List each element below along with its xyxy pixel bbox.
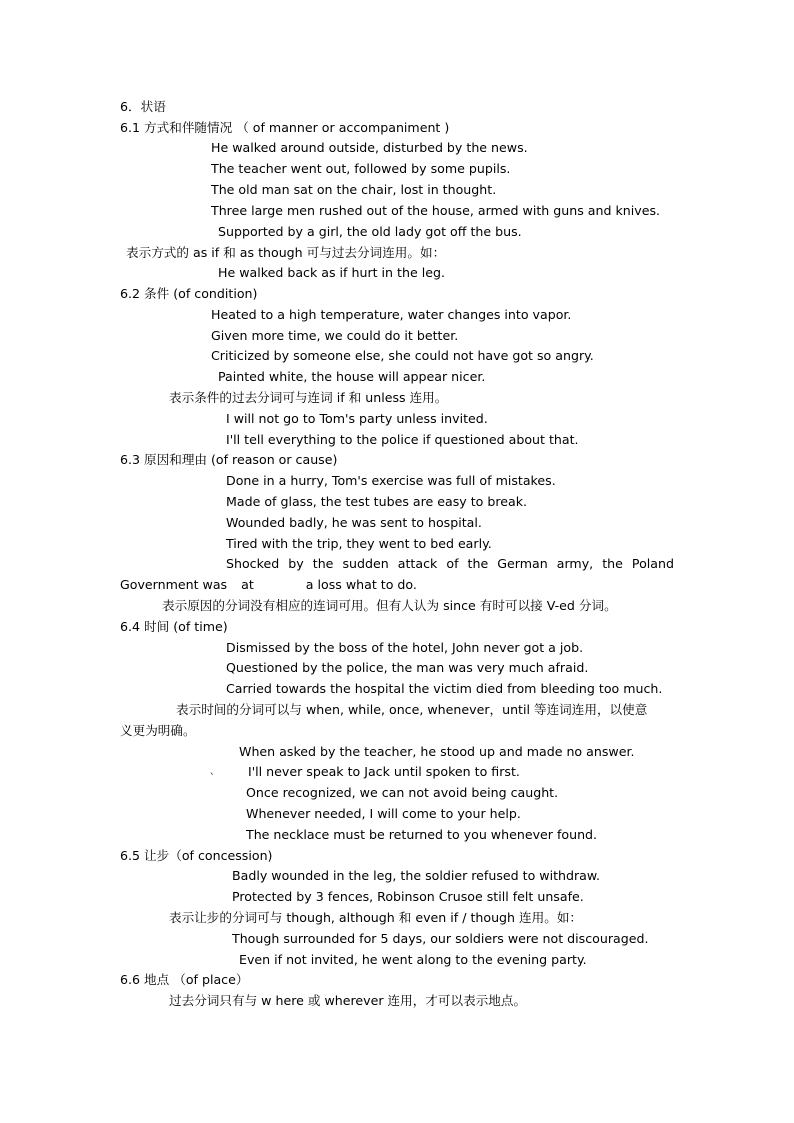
example-line: Once recognized, we can not avoid being caught.	[246, 785, 559, 800]
example-line: Painted white, the house will appear nicer.	[218, 369, 486, 384]
example-line: The old man sat on the chair, lost in thought.	[211, 182, 497, 197]
example-line: Done in a hurry, Tom's exercise was full of mistakes.	[226, 473, 556, 488]
example-line: He walked back as if hurt in the leg.	[218, 265, 445, 280]
word: army,	[556, 556, 594, 571]
fragment: a loss what to do.	[305, 577, 417, 592]
example-line: Tired with the trip, they went to bed early.	[226, 536, 492, 551]
example-line: When asked by the teacher, he stood up and made no answer.	[239, 744, 635, 759]
example-line: The necklace must be returned to you whenever found.	[246, 827, 598, 842]
word: the	[312, 556, 334, 571]
example-line: Three large men rushed out of the house, armed with guns and knives.	[211, 203, 661, 218]
example-line: Made of glass, the test tubes are easy to break.	[226, 494, 528, 509]
heading-6-2: 6.2 条件 (of condition)	[120, 286, 258, 301]
example-line: I will not go to Tom's party unless invited.	[226, 411, 488, 426]
word: Poland	[631, 556, 674, 571]
example-line: I'll never speak to Jack until spoken to first.	[248, 764, 520, 779]
justified-example-line	[226, 556, 674, 572]
continued-example-line	[120, 577, 420, 593]
example-line: Whenever needed, I will come to your help.	[246, 806, 521, 821]
example-line: Wounded badly, he was sent to hospital.	[226, 515, 482, 530]
example-line: Dismissed by the boss of the hotel, John never got a job.	[226, 640, 584, 655]
example-line: Heated to a high temperature, water changes into vapor.	[211, 307, 572, 322]
example-line: Badly wounded in the leg, the soldier refused to withdraw.	[232, 868, 601, 883]
example-line: Given more time, we could do it better.	[211, 328, 459, 343]
word: of	[446, 556, 459, 571]
word: the	[467, 556, 489, 571]
example-line: Criticized by someone else, she could not have got so angry.	[211, 348, 594, 363]
example-line: I'll tell everything to the police if questioned about that.	[226, 432, 579, 447]
fragment: Government was	[120, 577, 228, 592]
example-line: Even if not invited, he went along to the evening party.	[239, 952, 587, 967]
word: sudden	[342, 556, 389, 571]
example-line: He walked around outside, disturbed by the news.	[211, 140, 528, 155]
word: the	[602, 556, 623, 571]
fragment: at	[241, 577, 254, 592]
heading-6-4: 6.4 时间 (of time)	[120, 619, 228, 634]
heading-6-5: 6.5 让步（of concession)	[120, 848, 273, 863]
note-line: 表示方式的 as if 和 as though 可与过去分词连用。如：	[126, 245, 446, 260]
word: Shocked	[226, 556, 280, 571]
example-line: Protected by 3 fences, Robinson Crusoe still felt unsafe.	[232, 889, 584, 904]
word: by	[288, 556, 304, 571]
heading-6-1: 6.1 方式和伴随情况 （ of manner or accompaniment )	[120, 120, 450, 135]
stray-mark: 、	[210, 767, 220, 777]
example-line: The teacher went out, followed by some pupils.	[211, 161, 511, 176]
note-line: 义更为明确。	[120, 723, 196, 738]
heading-6-6: 6.6 地点 （of place）	[120, 972, 249, 987]
word: attack	[397, 556, 438, 571]
example-line: Questioned by the police, the man was very much afraid.	[226, 660, 589, 675]
note-line: 表示时间的分词可以与 when, while, once, whenever，until 等连词连用，以使意	[176, 702, 648, 717]
example-line: Though surrounded for 5 days, our soldiers were not discouraged.	[232, 931, 649, 946]
note-line: 表示原因的分词没有相应的连词可用。但有人认为 since 有时可以接 V-ed 分词。	[162, 598, 617, 613]
example-line: Supported by a girl, the old lady got off the bus.	[218, 224, 522, 239]
example-line: Carried towards the hospital the victim died from bleeding too much.	[226, 681, 663, 696]
section-title: 6．状语	[120, 99, 166, 114]
note-line: 表示让步的分词可与 though, although 和 even if / though 连用。如：	[169, 910, 583, 925]
note-line: 表示条件的过去分词可与连词 if 和 unless 连用。	[169, 390, 448, 405]
note-line: 过去分词只有与 w here 或 wherever 连用，才可以表示地点。	[169, 993, 527, 1008]
word: German	[497, 556, 548, 571]
heading-6-3: 6.3 原因和理由 (of reason or cause)	[120, 452, 338, 467]
